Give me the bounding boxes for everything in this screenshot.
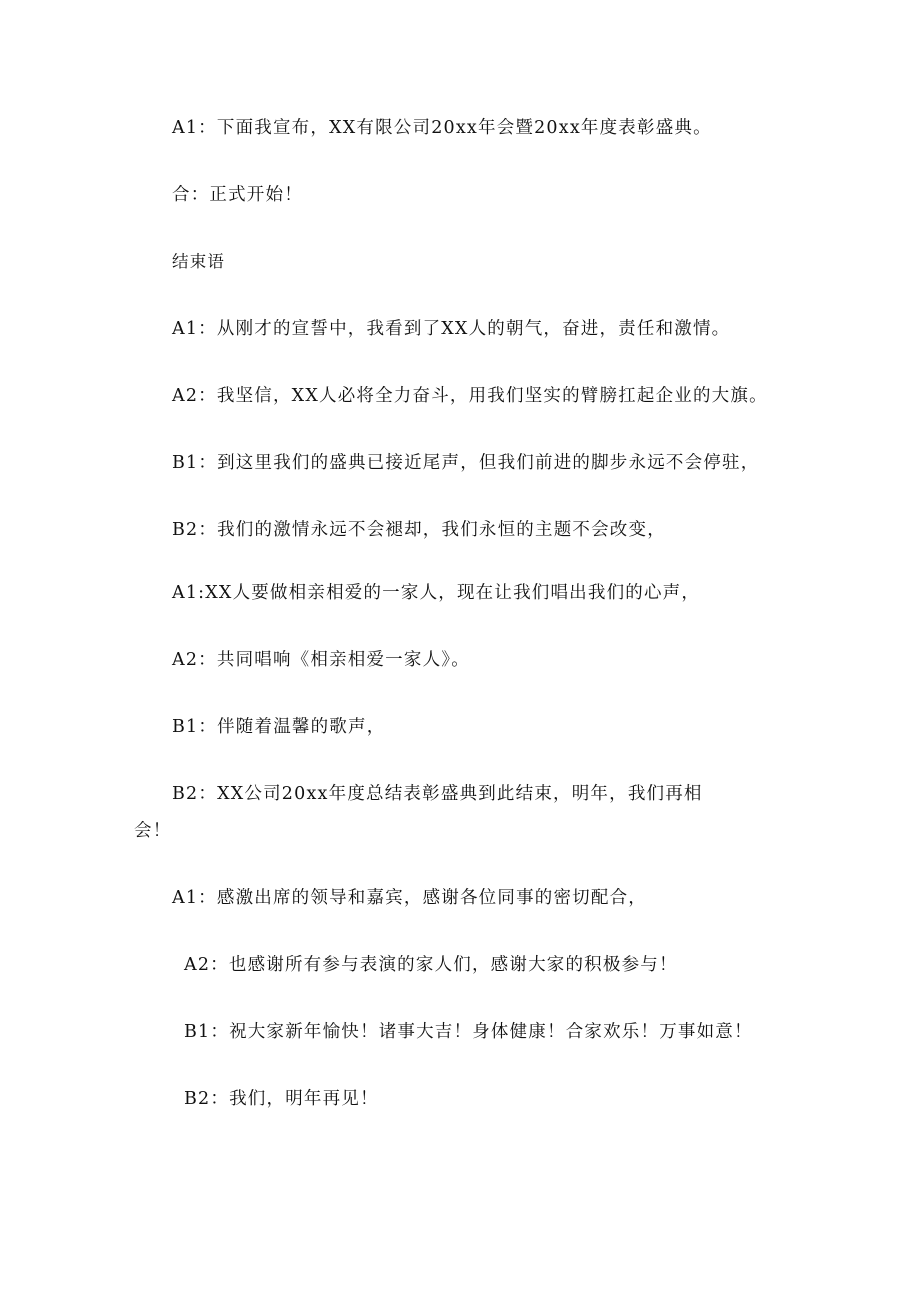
line-start: 合：正式开始！ bbox=[172, 185, 303, 205]
line-b2-farewell: B2：我们，明年再见！ bbox=[184, 1089, 379, 1109]
line-b2-passion: B2：我们的激情永远不会褪却，我们永恒的主题不会改变， bbox=[172, 520, 666, 540]
line-b1-wishes: B1：祝大家新年愉快！诸事大吉！身体健康！合家欢乐！万事如意！ bbox=[184, 1022, 753, 1042]
line-a1-family: A1:XX人要做相亲相爱的一家人，现在让我们唱出我们的心声， bbox=[172, 583, 701, 603]
line-announcement: A1：下面我宣布，XX有限公司20xx年会暨20xx年度表彰盛典。 bbox=[172, 118, 712, 138]
line-a2-belief: A2：我坚信，XX人必将全力奋斗，用我们坚实的臂膀扛起企业的大旗。 bbox=[172, 386, 768, 406]
line-a2-song: A2：共同唱响《相亲相爱一家人》。 bbox=[172, 650, 470, 670]
line-b2-conclusion-wrap: 会！ bbox=[134, 821, 172, 841]
line-b2-conclusion: B2：XX公司20xx年度总结表彰盛典到此结束，明年，我们再相 bbox=[172, 784, 703, 804]
line-b1-melody: B1：伴随着温馨的歌声， bbox=[172, 717, 386, 737]
line-a2-thanks: A2：也感谢所有参与表演的家人们，感谢大家的积极参与！ bbox=[184, 955, 678, 975]
line-a1-thanks: A1：感激出席的领导和嘉宾，感谢各位同事的密切配合， bbox=[172, 888, 647, 908]
line-b1-ending: B1：到这里我们的盛典已接近尾声，但我们前进的脚步永远不会停驻， bbox=[172, 453, 760, 473]
line-a1-oath: A1：从刚才的宣誓中，我看到了XX人的朝气，奋进，责任和激情。 bbox=[172, 319, 731, 339]
section-heading-closing: 结束语 bbox=[172, 252, 226, 271]
